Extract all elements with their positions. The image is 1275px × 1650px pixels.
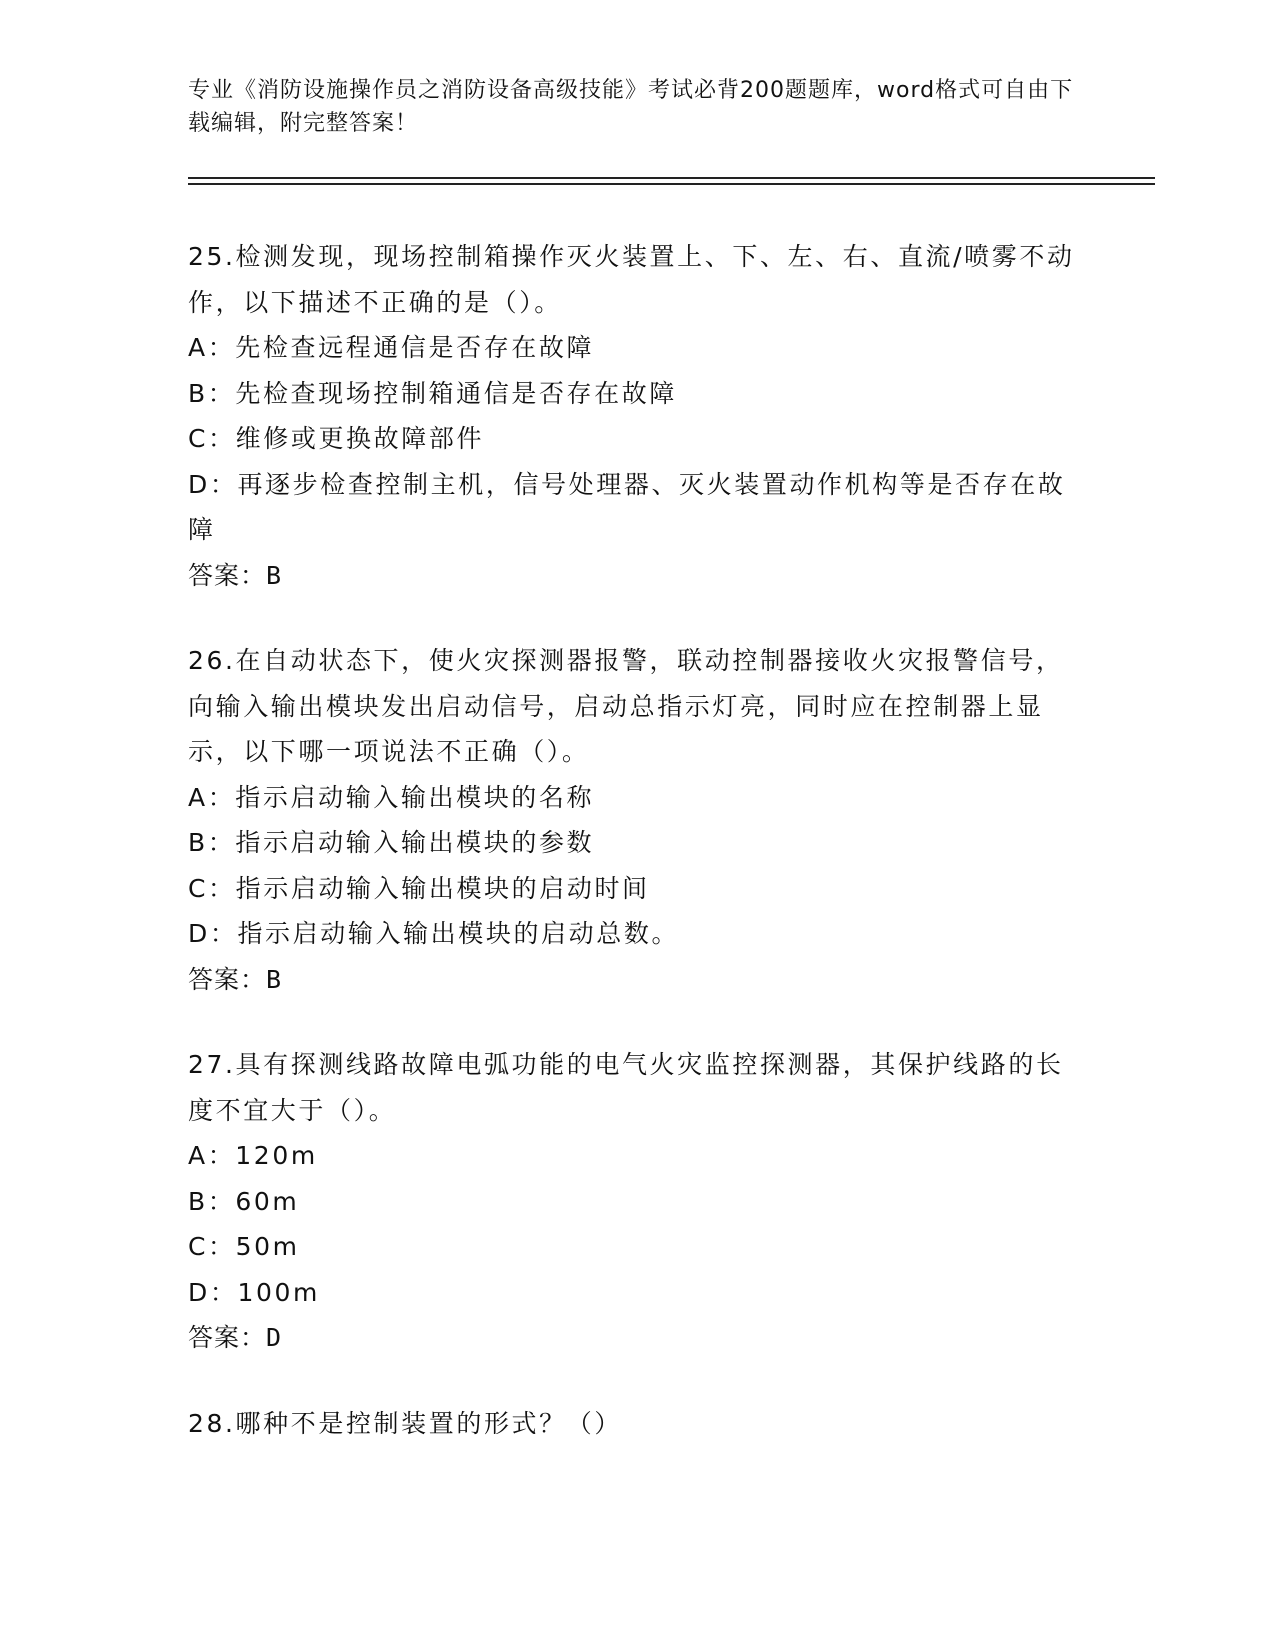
option-d: D：100m xyxy=(188,1277,320,1307)
answer-value: B xyxy=(266,964,283,994)
option-d: D：指示启动输入输出模块的启动总数。 xyxy=(188,919,680,948)
header-divider-bottom xyxy=(188,183,1155,185)
answer-line xyxy=(188,957,1088,1003)
answer-label: 答案： xyxy=(188,560,267,590)
option-c: C：指示启动输入输出模块的启动时间 xyxy=(188,873,650,903)
answer-line xyxy=(188,1315,1088,1361)
option-a: A：120m xyxy=(188,1141,318,1170)
question-stem: 28.哪种不是控制装置的形式？（） xyxy=(188,1408,622,1438)
option-b: B：指示启动输入输出模块的参数 xyxy=(188,828,595,857)
answer-label: 答案： xyxy=(188,1323,267,1352)
option-b: B：先检查现场控制箱通信是否存在故障 xyxy=(188,378,677,408)
question-stem: 26.在自动状态下，使火灾探测器报警，联动控制器接收火灾报警信号，向输入输出模块发出启动信号，启动总指示灯亮，同时应在控制器上显示，以下哪一项说法不正确（）。 xyxy=(188,646,1064,766)
answer-label: 答案： xyxy=(188,964,267,994)
document-header: 专业《消防设施操作员之消防设备高级技能》考试必背200题题库，word格式可自由下载编辑，附完整答案！ xyxy=(188,78,1074,136)
option-c: C：维修或更换故障部件 xyxy=(188,424,485,453)
question-stem: 25.检测发现，现场控制箱操作灭火装置上、下、左、右、直流/喷雾不动作，以下描述不正确的是（）。 xyxy=(188,242,1075,317)
answer-value: B xyxy=(266,560,283,590)
option-d: D：再逐步检查控制主机，信号处理器、灭火装置动作机构等是否存在故障 xyxy=(188,469,1066,544)
question-item xyxy=(188,1042,1088,1361)
question-list xyxy=(188,234,1088,1486)
header-divider-top xyxy=(188,177,1155,179)
option-c: C：50m xyxy=(188,1232,300,1261)
option-a: A：先检查远程通信是否存在故障 xyxy=(188,333,595,362)
question-stem: 27.具有探测线路故障电弧功能的电气火灾监控探测器，其保护线路的长度不宜大于（）。 xyxy=(188,1050,1064,1125)
question-item xyxy=(188,1401,1088,1447)
question-item xyxy=(188,234,1088,598)
option-a: A：指示启动输入输出模块的名称 xyxy=(188,782,595,812)
question-item xyxy=(188,638,1088,1002)
answer-line xyxy=(188,553,1088,599)
option-b: B：60m xyxy=(188,1186,300,1216)
answer-value: D xyxy=(266,1323,283,1352)
